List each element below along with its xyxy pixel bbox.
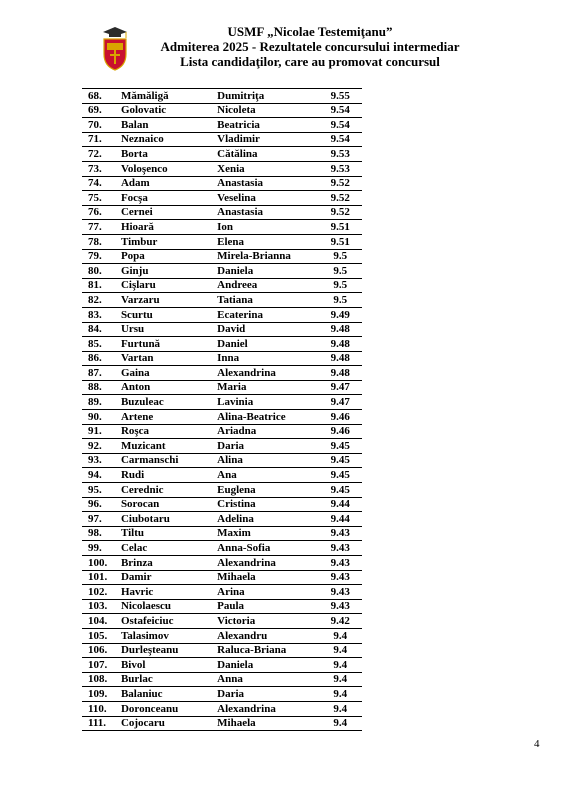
row-number: 110. bbox=[82, 701, 117, 716]
first-name: Cristina bbox=[213, 497, 314, 512]
row-number: 109. bbox=[82, 687, 117, 702]
score: 9.53 bbox=[315, 147, 362, 162]
last-name: Doronceanu bbox=[117, 701, 213, 716]
last-name: Cojocaru bbox=[117, 716, 213, 731]
score: 9.43 bbox=[315, 585, 362, 600]
table-row bbox=[82, 278, 362, 293]
table-row bbox=[82, 424, 362, 439]
last-name: Focşa bbox=[117, 191, 213, 206]
row-number: 88. bbox=[82, 380, 117, 395]
last-name: Burlac bbox=[117, 672, 213, 687]
last-name: Voloşenco bbox=[117, 161, 213, 176]
first-name: Paula bbox=[213, 599, 314, 614]
table-row bbox=[82, 541, 362, 556]
candidates-table bbox=[82, 88, 362, 731]
first-name: Mihaela bbox=[213, 716, 314, 731]
last-name: Carmanschi bbox=[117, 453, 213, 468]
score: 9.5 bbox=[315, 264, 362, 279]
table-row bbox=[82, 249, 362, 264]
row-number: 93. bbox=[82, 453, 117, 468]
table-row bbox=[82, 307, 362, 322]
row-number: 87. bbox=[82, 366, 117, 381]
row-number: 84. bbox=[82, 322, 117, 337]
row-number: 91. bbox=[82, 424, 117, 439]
row-number: 69. bbox=[82, 103, 117, 118]
score: 9.4 bbox=[315, 716, 362, 731]
last-name: Ginju bbox=[117, 264, 213, 279]
last-name: Brinza bbox=[117, 556, 213, 571]
first-name: Alina bbox=[213, 453, 314, 468]
row-number: 94. bbox=[82, 468, 117, 483]
table-row bbox=[82, 366, 362, 381]
table-row bbox=[82, 234, 362, 249]
row-number: 101. bbox=[82, 570, 117, 585]
document-header bbox=[150, 24, 470, 69]
first-name: Alina-Beatrice bbox=[213, 410, 314, 425]
score: 9.46 bbox=[315, 410, 362, 425]
row-number: 105. bbox=[82, 628, 117, 643]
table-row bbox=[82, 687, 362, 702]
score: 9.47 bbox=[315, 380, 362, 395]
table-row bbox=[82, 103, 362, 118]
first-name: Euglena bbox=[213, 483, 314, 498]
score: 9.4 bbox=[315, 687, 362, 702]
first-name: Daniela bbox=[213, 658, 314, 673]
last-name: Tiltu bbox=[117, 526, 213, 541]
score: 9.46 bbox=[315, 424, 362, 439]
score: 9.43 bbox=[315, 526, 362, 541]
table-row bbox=[82, 512, 362, 527]
row-number: 85. bbox=[82, 337, 117, 352]
last-name: Neznaico bbox=[117, 132, 213, 147]
score: 9.51 bbox=[315, 234, 362, 249]
last-name: Ciubotaru bbox=[117, 512, 213, 527]
last-name: Furtună bbox=[117, 337, 213, 352]
row-number: 99. bbox=[82, 541, 117, 556]
score: 9.47 bbox=[315, 395, 362, 410]
last-name: Roşca bbox=[117, 424, 213, 439]
table-row bbox=[82, 526, 362, 541]
score: 9.44 bbox=[315, 512, 362, 527]
first-name: Alexandru bbox=[213, 628, 314, 643]
first-name: Mihaela bbox=[213, 570, 314, 585]
score: 9.52 bbox=[315, 176, 362, 191]
university-crest-icon bbox=[100, 24, 130, 72]
first-name: Arina bbox=[213, 585, 314, 600]
score: 9.48 bbox=[315, 322, 362, 337]
last-name: Buzuleac bbox=[117, 395, 213, 410]
score: 9.52 bbox=[315, 191, 362, 206]
last-name: Balan bbox=[117, 118, 213, 133]
table-row bbox=[82, 89, 362, 104]
first-name: Dumitriţa bbox=[213, 89, 314, 104]
table-row bbox=[82, 556, 362, 571]
last-name: Muzicant bbox=[117, 439, 213, 454]
first-name: Daniel bbox=[213, 337, 314, 352]
table-row bbox=[82, 205, 362, 220]
score: 9.43 bbox=[315, 570, 362, 585]
table-row bbox=[82, 701, 362, 716]
table-row bbox=[82, 453, 362, 468]
row-number: 103. bbox=[82, 599, 117, 614]
score: 9.4 bbox=[315, 701, 362, 716]
last-name: Borta bbox=[117, 147, 213, 162]
table-row bbox=[82, 614, 362, 629]
last-name: Golovatic bbox=[117, 103, 213, 118]
score: 9.4 bbox=[315, 672, 362, 687]
first-name: Daria bbox=[213, 439, 314, 454]
last-name: Havric bbox=[117, 585, 213, 600]
score: 9.4 bbox=[315, 643, 362, 658]
table-row bbox=[82, 468, 362, 483]
first-name: Ana bbox=[213, 468, 314, 483]
row-number: 76. bbox=[82, 205, 117, 220]
row-number: 82. bbox=[82, 293, 117, 308]
table-row bbox=[82, 439, 362, 454]
table-row bbox=[82, 161, 362, 176]
first-name: Alexandrina bbox=[213, 366, 314, 381]
last-name: Artene bbox=[117, 410, 213, 425]
row-number: 100. bbox=[82, 556, 117, 571]
first-name: Inna bbox=[213, 351, 314, 366]
last-name: Cernei bbox=[117, 205, 213, 220]
score: 9.43 bbox=[315, 599, 362, 614]
table-row bbox=[82, 658, 362, 673]
table-row bbox=[82, 322, 362, 337]
last-name: Rudi bbox=[117, 468, 213, 483]
row-number: 96. bbox=[82, 497, 117, 512]
row-number: 107. bbox=[82, 658, 117, 673]
score: 9.49 bbox=[315, 307, 362, 322]
last-name: Cişlaru bbox=[117, 278, 213, 293]
table-row bbox=[82, 380, 362, 395]
table-row bbox=[82, 118, 362, 133]
last-name: Bivol bbox=[117, 658, 213, 673]
table-row bbox=[82, 176, 362, 191]
first-name: Ecaterina bbox=[213, 307, 314, 322]
score: 9.52 bbox=[315, 205, 362, 220]
row-number: 89. bbox=[82, 395, 117, 410]
row-number: 97. bbox=[82, 512, 117, 527]
row-number: 108. bbox=[82, 672, 117, 687]
first-name: Victoria bbox=[213, 614, 314, 629]
first-name: Adelina bbox=[213, 512, 314, 527]
last-name: Popa bbox=[117, 249, 213, 264]
table-row bbox=[82, 497, 362, 512]
last-name: Timbur bbox=[117, 234, 213, 249]
table-row bbox=[82, 585, 362, 600]
table-row bbox=[82, 410, 362, 425]
first-name: Maxim bbox=[213, 526, 314, 541]
row-number: 102. bbox=[82, 585, 117, 600]
last-name: Durleşteanu bbox=[117, 643, 213, 658]
last-name: Mămăligă bbox=[117, 89, 213, 104]
row-number: 75. bbox=[82, 191, 117, 206]
last-name: Nicolaescu bbox=[117, 599, 213, 614]
last-name: Vartan bbox=[117, 351, 213, 366]
score: 9.5 bbox=[315, 293, 362, 308]
last-name: Hioară bbox=[117, 220, 213, 235]
first-name: Tatiana bbox=[213, 293, 314, 308]
row-number: 78. bbox=[82, 234, 117, 249]
page-number: 4 bbox=[534, 738, 540, 750]
first-name: Ion bbox=[213, 220, 314, 235]
table-row bbox=[82, 395, 362, 410]
row-number: 68. bbox=[82, 89, 117, 104]
score: 9.45 bbox=[315, 439, 362, 454]
first-name: Anastasia bbox=[213, 205, 314, 220]
first-name: Nicoleta bbox=[213, 103, 314, 118]
score: 9.5 bbox=[315, 249, 362, 264]
table-row bbox=[82, 643, 362, 658]
row-number: 90. bbox=[82, 410, 117, 425]
row-number: 80. bbox=[82, 264, 117, 279]
first-name: Anastasia bbox=[213, 176, 314, 191]
table-row bbox=[82, 132, 362, 147]
header-line-3: Lista candidaţilor, care au promovat concursul bbox=[180, 54, 440, 69]
first-name: Ariadna bbox=[213, 424, 314, 439]
last-name: Ursu bbox=[117, 322, 213, 337]
table-row bbox=[82, 570, 362, 585]
table-row bbox=[82, 716, 362, 731]
table-row bbox=[82, 628, 362, 643]
first-name: Alexandrina bbox=[213, 701, 314, 716]
last-name: Adam bbox=[117, 176, 213, 191]
last-name: Damir bbox=[117, 570, 213, 585]
table-row bbox=[82, 483, 362, 498]
score: 9.54 bbox=[315, 132, 362, 147]
score: 9.48 bbox=[315, 366, 362, 381]
first-name: Xenia bbox=[213, 161, 314, 176]
score: 9.48 bbox=[315, 337, 362, 352]
first-name: Raluca-Briana bbox=[213, 643, 314, 658]
first-name: Lavinia bbox=[213, 395, 314, 410]
first-name: Daria bbox=[213, 687, 314, 702]
table-row bbox=[82, 191, 362, 206]
row-number: 104. bbox=[82, 614, 117, 629]
first-name: Elena bbox=[213, 234, 314, 249]
last-name: Balaniuc bbox=[117, 687, 213, 702]
last-name: Celac bbox=[117, 541, 213, 556]
last-name: Ostafeiciuc bbox=[117, 614, 213, 629]
last-name: Varzaru bbox=[117, 293, 213, 308]
first-name: Beatricia bbox=[213, 118, 314, 133]
row-number: 106. bbox=[82, 643, 117, 658]
table-row bbox=[82, 264, 362, 279]
table-row bbox=[82, 672, 362, 687]
row-number: 77. bbox=[82, 220, 117, 235]
first-name: Alexandrina bbox=[213, 556, 314, 571]
first-name: Anna bbox=[213, 672, 314, 687]
last-name: Talasimov bbox=[117, 628, 213, 643]
row-number: 79. bbox=[82, 249, 117, 264]
table-row bbox=[82, 147, 362, 162]
score: 9.53 bbox=[315, 161, 362, 176]
score: 9.45 bbox=[315, 483, 362, 498]
first-name: Cătălina bbox=[213, 147, 314, 162]
last-name: Cerednic bbox=[117, 483, 213, 498]
row-number: 71. bbox=[82, 132, 117, 147]
score: 9.5 bbox=[315, 278, 362, 293]
row-number: 95. bbox=[82, 483, 117, 498]
score: 9.4 bbox=[315, 628, 362, 643]
table-row bbox=[82, 293, 362, 308]
first-name: Veselina bbox=[213, 191, 314, 206]
header-line-2: Admiterea 2025 - Rezultatele concursului intermediar bbox=[160, 39, 460, 54]
row-number: 83. bbox=[82, 307, 117, 322]
row-number: 70. bbox=[82, 118, 117, 133]
score: 9.45 bbox=[315, 468, 362, 483]
row-number: 111. bbox=[82, 716, 117, 731]
score: 9.44 bbox=[315, 497, 362, 512]
score: 9.54 bbox=[315, 118, 362, 133]
first-name: Mirela-Brianna bbox=[213, 249, 314, 264]
first-name: Maria bbox=[213, 380, 314, 395]
first-name: Vladimir bbox=[213, 132, 314, 147]
table-row bbox=[82, 337, 362, 352]
last-name: Scurtu bbox=[117, 307, 213, 322]
first-name: Anna-Sofia bbox=[213, 541, 314, 556]
last-name: Sorocan bbox=[117, 497, 213, 512]
score: 9.51 bbox=[315, 220, 362, 235]
table-row bbox=[82, 220, 362, 235]
score: 9.43 bbox=[315, 556, 362, 571]
row-number: 92. bbox=[82, 439, 117, 454]
score: 9.55 bbox=[315, 89, 362, 104]
row-number: 86. bbox=[82, 351, 117, 366]
table-row bbox=[82, 351, 362, 366]
score: 9.42 bbox=[315, 614, 362, 629]
score: 9.48 bbox=[315, 351, 362, 366]
last-name: Anton bbox=[117, 380, 213, 395]
candidates-table-body bbox=[82, 89, 362, 731]
score: 9.54 bbox=[315, 103, 362, 118]
score: 9.4 bbox=[315, 658, 362, 673]
score: 9.43 bbox=[315, 541, 362, 556]
score: 9.45 bbox=[315, 453, 362, 468]
row-number: 73. bbox=[82, 161, 117, 176]
last-name: Gaina bbox=[117, 366, 213, 381]
first-name: David bbox=[213, 322, 314, 337]
header-line-1: USMF „Nicolae Testemiţanu” bbox=[227, 24, 393, 39]
row-number: 74. bbox=[82, 176, 117, 191]
table-row bbox=[82, 599, 362, 614]
first-name: Daniela bbox=[213, 264, 314, 279]
row-number: 72. bbox=[82, 147, 117, 162]
row-number: 81. bbox=[82, 278, 117, 293]
first-name: Andreea bbox=[213, 278, 314, 293]
row-number: 98. bbox=[82, 526, 117, 541]
